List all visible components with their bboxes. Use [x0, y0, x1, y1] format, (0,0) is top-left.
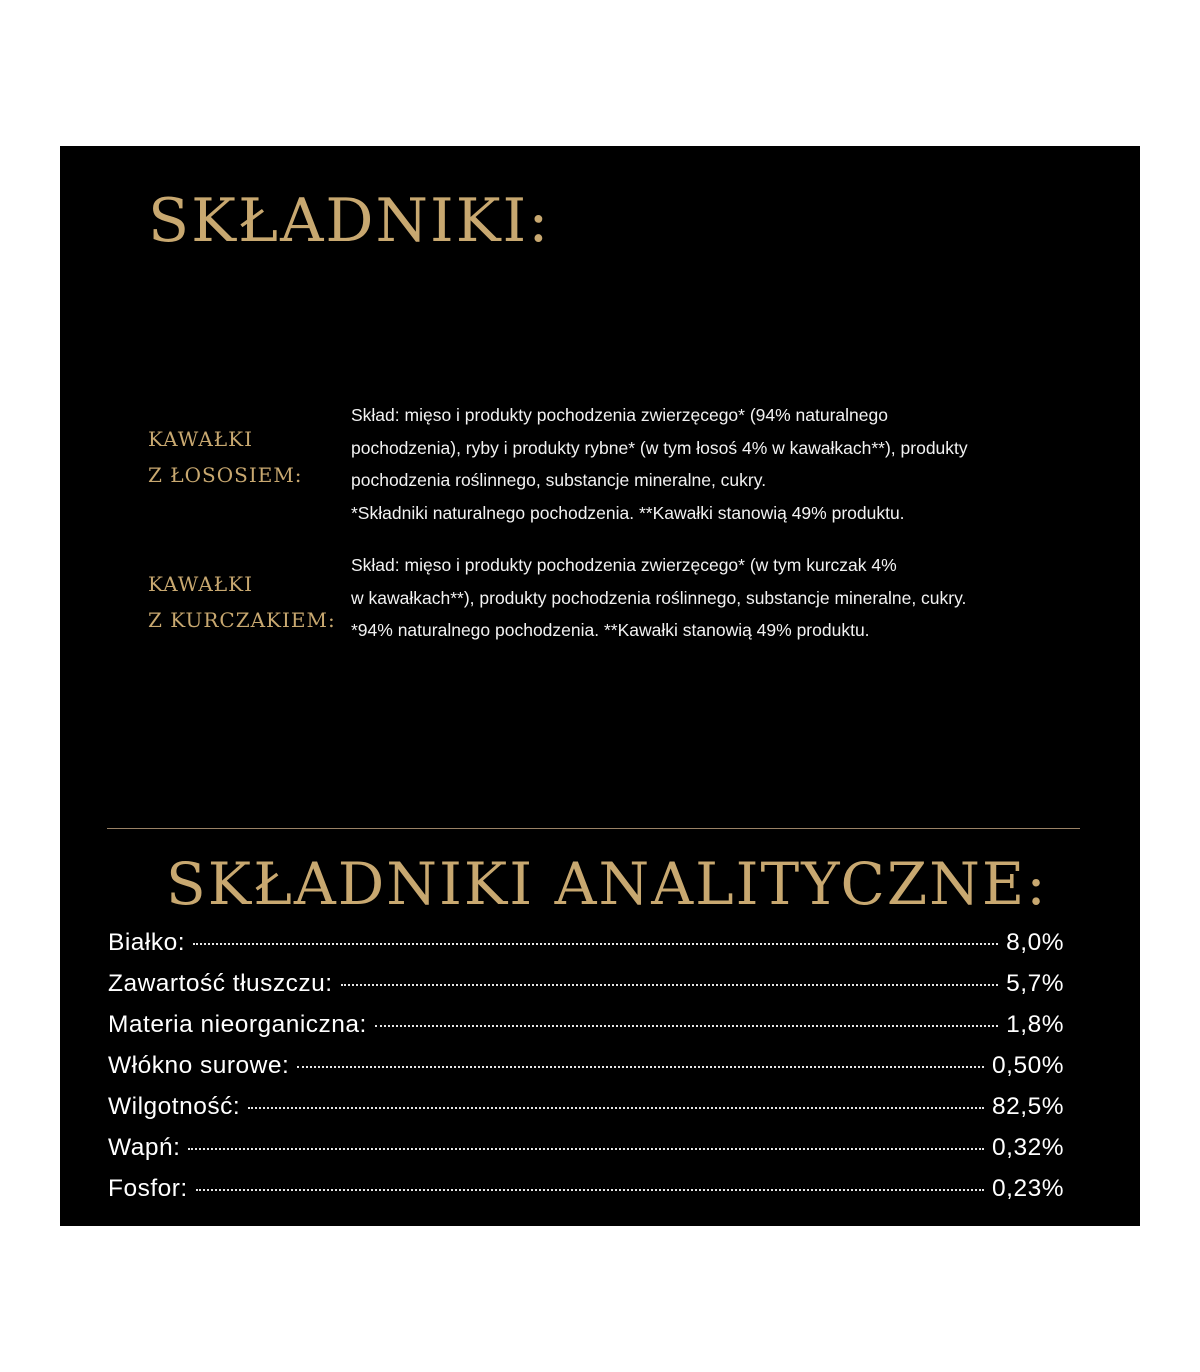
analytical-value: 0,50%	[992, 1052, 1064, 1079]
variant-label-line: KAWAŁKI	[148, 572, 253, 596]
analytical-title: SKŁADNIKI ANALITYCZNE:	[166, 850, 1048, 918]
analytical-row	[108, 1168, 1064, 1209]
composition-line: w kawałkach**), produkty pochodzenia roślinnego, substancje mineralne, cukry.	[351, 587, 967, 608]
composition-line: pochodzenia), ryby i produkty rybne* (w tym łosoś 4% w kawałkach**), produkty	[351, 437, 968, 458]
analytical-row	[108, 922, 1064, 963]
analytical-value: 0,23%	[992, 1175, 1064, 1202]
analytical-name: Materia nieorganiczna:	[108, 1011, 367, 1038]
analytical-value: 8,0%	[1006, 929, 1064, 956]
dot-leader	[248, 1107, 984, 1109]
analytical-row	[108, 1045, 1064, 1086]
analytical-value: 1,8%	[1006, 1011, 1064, 1038]
dot-leader	[341, 984, 999, 986]
composition-line: Skład: mięso i produkty pochodzenia zwierzęcego* (w tym kurczak 4%	[351, 555, 897, 575]
composition-footnote: *94% naturalnego pochodzenia. **Kawałki stanowią 49% produktu.	[351, 620, 870, 640]
analytical-row	[108, 1086, 1064, 1127]
variant-composition	[351, 549, 1071, 647]
analytical-name: Wapń:	[108, 1134, 181, 1161]
composition-line: pochodzenia roślinnego, substancje mineralne, cukry.	[351, 470, 767, 490]
analytical-name: Wilgotność:	[108, 1093, 241, 1120]
variant-label-line: KAWAŁKI	[148, 427, 253, 451]
variant-label	[148, 566, 338, 638]
analytical-value: 0,32%	[992, 1134, 1064, 1161]
analytical-row	[108, 1127, 1064, 1168]
analytical-name: Włókno surowe:	[108, 1052, 290, 1079]
variant-label-line: Z KURCZAKIEM:	[148, 608, 336, 632]
analytical-name: Białko:	[108, 929, 186, 956]
dot-leader	[188, 1148, 984, 1150]
analytical-name: Fosfor:	[108, 1175, 188, 1202]
dot-leader	[196, 1189, 984, 1191]
analytical-name: Zawartość tłuszczu:	[108, 970, 333, 997]
analytical-list	[108, 922, 1064, 1209]
dot-leader	[193, 943, 998, 945]
composition-footnote: *Składniki naturalnego pochodzenia. **Kawałki stanowią 49% produktu.	[351, 502, 905, 523]
analytical-row	[108, 963, 1064, 1004]
dot-leader	[375, 1025, 998, 1027]
section-divider	[107, 828, 1080, 829]
analytical-value: 5,7%	[1006, 970, 1064, 997]
variant-composition	[351, 399, 1071, 529]
analytical-row	[108, 1004, 1064, 1045]
ingredients-title: SKŁADNIKI:	[148, 186, 551, 256]
composition-line: Skład: mięso i produkty pochodzenia zwierzęcego* (94% naturalnego	[351, 405, 888, 425]
variant-label	[148, 421, 338, 493]
dot-leader	[297, 1066, 984, 1068]
nutrition-card	[60, 146, 1140, 1226]
variant-label-line: Z ŁOSOSIEM:	[148, 463, 303, 487]
analytical-value: 82,5%	[992, 1093, 1064, 1120]
